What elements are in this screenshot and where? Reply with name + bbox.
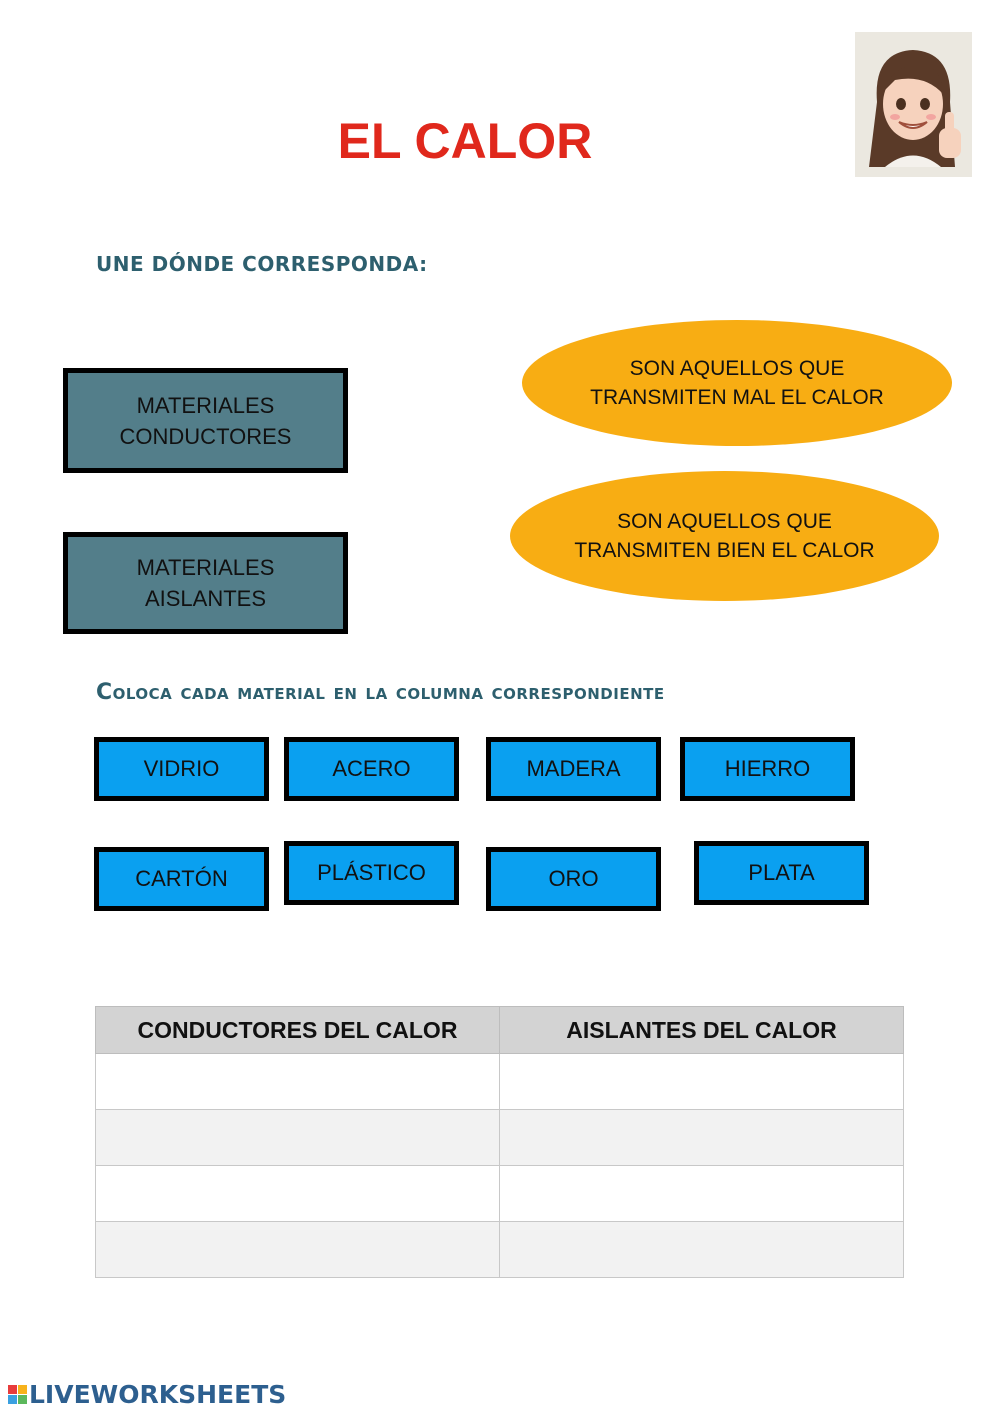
logo-text: LIVEWORKSHEETS <box>29 1380 287 1409</box>
definition-bien[interactable] <box>510 471 939 601</box>
logo-icon <box>8 1385 27 1404</box>
definition-line: TRANSMITEN BIEN EL CALOR <box>574 539 875 562</box>
definition-mal[interactable] <box>522 320 952 446</box>
drop-cell[interactable] <box>500 1054 904 1110</box>
instruction-columns: Coloca cada material en la columna correspondiente <box>96 680 665 705</box>
material-chip-hierro[interactable]: HIERRO <box>680 737 855 801</box>
term-aislantes[interactable] <box>63 532 348 634</box>
drop-cell[interactable] <box>96 1110 500 1166</box>
page-title: EL CALOR <box>337 113 593 169</box>
term-line: CONDUCTORES <box>119 423 292 449</box>
material-chip-vidrio[interactable]: VIDRIO <box>94 737 269 801</box>
drop-cell[interactable] <box>500 1222 904 1278</box>
definition-line: SON AQUELLOS QUE <box>617 510 832 533</box>
term-conductores[interactable] <box>63 368 348 473</box>
term-line: AISLANTES <box>144 586 267 611</box>
drop-cell[interactable] <box>500 1110 904 1166</box>
definition-line: TRANSMITEN MAL EL CALOR <box>590 386 884 409</box>
instruction-match: UNE DÓNDE CORRESPONDA: <box>96 252 428 276</box>
avatar-image <box>855 32 972 177</box>
material-chip-plastico[interactable]: PLÁSTICO <box>284 841 459 905</box>
drop-cell[interactable] <box>96 1054 500 1110</box>
liveworksheets-logo <box>8 1380 286 1409</box>
drop-cell[interactable] <box>96 1222 500 1278</box>
term-line: MATERIALES <box>136 555 275 580</box>
material-chip-oro[interactable]: ORO <box>486 847 661 911</box>
classification-table <box>95 1006 904 1278</box>
drop-cell[interactable] <box>500 1166 904 1222</box>
column-header-conductores: CONDUCTORES DEL CALOR <box>96 1007 500 1054</box>
term-line: MATERIALES <box>136 392 275 418</box>
definition-line: SON AQUELLOS QUE <box>629 357 845 380</box>
material-chip-carton[interactable]: CARTÓN <box>94 847 269 911</box>
material-chip-plata[interactable]: PLATA <box>694 841 869 905</box>
material-chip-madera[interactable]: MADERA <box>486 737 661 801</box>
column-header-aislantes: AISLANTES DEL CALOR <box>500 1007 904 1054</box>
drop-cell[interactable] <box>96 1166 500 1222</box>
material-chip-acero[interactable]: ACERO <box>284 737 459 801</box>
